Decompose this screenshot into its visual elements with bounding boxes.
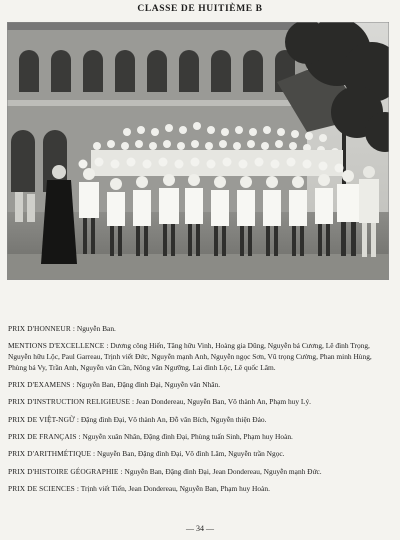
award-prix-honneur	[8, 324, 392, 335]
award-label: PRIX D'ARITHMÉTIQUE :	[8, 449, 96, 459]
awards-list	[8, 324, 392, 501]
award-names: Nguyễn Ban, Đặng đình Đại, Jean Dondereau, Nguyễn mạnh Đức.	[124, 466, 322, 476]
page-number: — 34 —	[186, 524, 214, 533]
award-label: PRIX D'INSTRUCTION RELIGIEUSE :	[8, 397, 135, 407]
award-prix-francais	[8, 432, 392, 443]
award-prix-viet-ngu	[8, 415, 392, 426]
award-label: PRIX D'HONNEUR :	[8, 324, 75, 333]
award-prix-instruction-religieuse	[8, 397, 392, 408]
award-names: Nguyễn Ban, Đặng đình Đại, Nguyễn văn Nhân.	[76, 380, 221, 390]
award-prix-arithmetique	[8, 449, 392, 460]
award-names: Nguyễn Ban, Đặng đình Đại, Võ đình Lâm, Nguyễn trần Ngọc.	[97, 449, 285, 459]
award-prix-histoire-geographie	[8, 467, 392, 478]
award-prix-examens	[8, 380, 392, 391]
award-names: Đặng đình Đại, Võ thành An, Đỗ văn Bích, Nguyễn thiện Đảo.	[80, 414, 267, 424]
award-names: Dương công Hiến, Tăng hữu Vinh, Hoàng gia Dũng, Nguyễn bá Cương, Lê đình Trọng, Nguyễn hữu Lộc, Paul Garreau, Trịnh viết Đức, Nguyễn mạnh Anh, Nguyễn ngọc Sơn, Vũ trọng Cường, Phan minh Hùng, Phùng bá Vy, Trần Anh, Nguyễn văn Cần, Nông văn Ngưỡng, Lai đình Lộc, Lê quốc Lâm.	[8, 341, 372, 372]
award-label: PRIX DE SCIENCES :	[8, 483, 79, 493]
award-label: PRIX DE VIỆT-NGỮ :	[8, 414, 79, 424]
award-names: Jean Dondereau, Nguyễn Ban, Võ thành An, Phạm huy Lý.	[136, 397, 311, 407]
award-label: PRIX DE FRANÇAIS :	[8, 432, 81, 442]
page-title: CLASSE DE HUITIÈME B	[137, 4, 263, 14]
class-photo	[7, 22, 389, 280]
award-label: PRIX D'EXAMENS :	[8, 380, 75, 390]
award-prix-sciences	[8, 484, 392, 495]
award-label: PRIX D'HISTOIRE GÉOGRAPHIE :	[8, 466, 123, 476]
award-label: MENTIONS D'EXCELLENCE :	[8, 341, 109, 351]
award-names: Nguyễn Ban.	[76, 324, 116, 333]
award-names: Nguyễn xuân Nhân, Đặng đình Đại, Phùng tuấn Sinh, Phạm huy Hoàn.	[82, 432, 293, 442]
award-names: Trịnh viết Tiến, Jean Dondereau, Nguyễn Ban, Phạm huy Hoàn.	[80, 483, 270, 493]
award-mentions-excellence	[8, 341, 392, 373]
